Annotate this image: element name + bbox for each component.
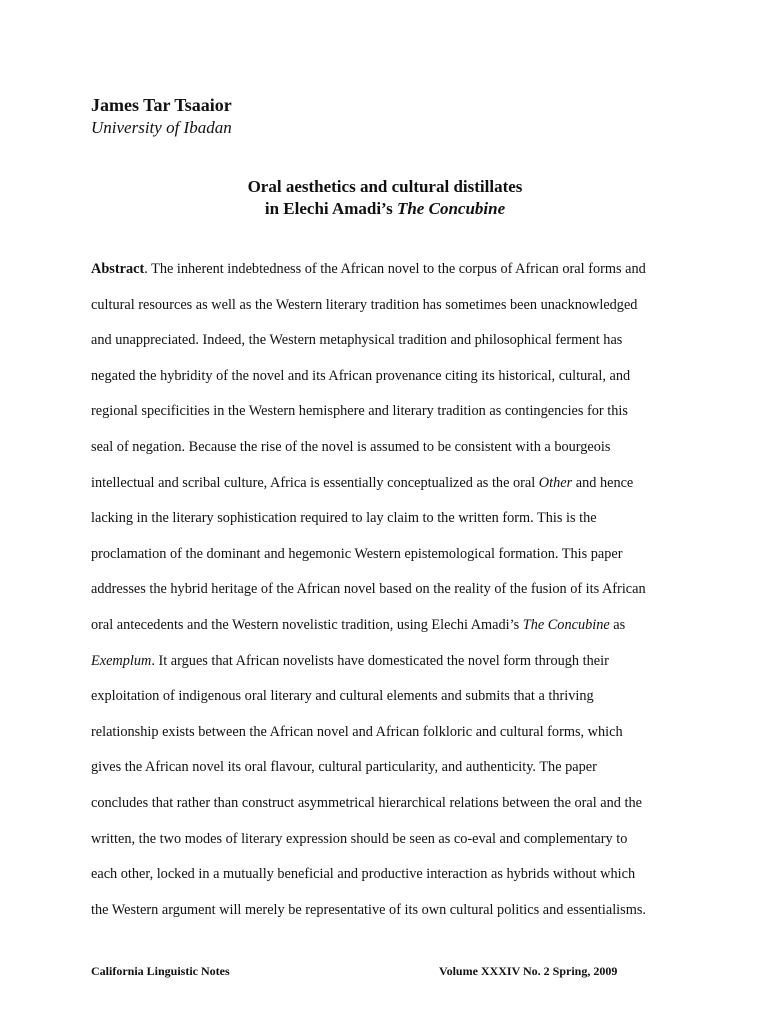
italic-term: Exemplum bbox=[91, 652, 152, 669]
abstract-line bbox=[91, 650, 691, 686]
title-line-2 bbox=[0, 198, 770, 220]
abstract-text: relationship exists between the African novel and African folkloric and cultural forms, which bbox=[91, 723, 623, 740]
abstract-text: each other, locked in a mutually beneficial and productive interaction as hybrids without which bbox=[91, 866, 636, 883]
abstract-text: intellectual and scribal culture, Africa is essentially conceptualized as the oral bbox=[91, 474, 539, 491]
abstract-text: addresses the hybrid heritage of the African novel based on the reality of the fusion of its African bbox=[91, 581, 646, 598]
abstract-line bbox=[91, 614, 691, 650]
abstract-line bbox=[91, 294, 691, 330]
abstract-line bbox=[91, 828, 691, 864]
abstract-text: . The inherent indebtedness of the African novel to the corpus of African oral forms and bbox=[144, 261, 646, 277]
abstract-line bbox=[91, 721, 691, 757]
author-block bbox=[91, 93, 232, 139]
issue-info: Volume XXXIV No. 2 Spring, 2009 bbox=[439, 964, 618, 978]
abstract-text: cultural resources as well as the Western literary tradition has sometimes been unacknowledged bbox=[91, 296, 638, 313]
abstract-text: gives the African novel its oral flavour, cultural particularity, and authenticity. The paper bbox=[91, 759, 597, 776]
abstract-text: . It argues that African novelists have domesticated the novel form through their bbox=[151, 652, 609, 669]
abstract-line bbox=[91, 472, 691, 508]
abstract-text: written, the two modes of literary expression should be seen as co-eval and complementary to bbox=[91, 830, 628, 847]
title-book-name: The Concubine bbox=[396, 199, 506, 218]
abstract-text: lacking in the literary sophistication required to lay claim to the written form. This is the bbox=[91, 510, 597, 527]
abstract-line bbox=[91, 756, 691, 792]
abstract-line bbox=[91, 258, 691, 294]
abstract-line bbox=[91, 507, 691, 543]
abstract-line bbox=[91, 578, 691, 614]
abstract-line bbox=[91, 436, 691, 472]
abstract-text: negated the hybridity of the novel and its African provenance citing its historical, cultural, and bbox=[91, 367, 631, 384]
abstract bbox=[91, 258, 691, 934]
italic-term: The Concubine bbox=[522, 616, 610, 633]
paper-title bbox=[0, 176, 770, 220]
abstract-line bbox=[91, 543, 691, 579]
abstract-line bbox=[91, 685, 691, 721]
abstract-line bbox=[91, 899, 691, 935]
abstract-text: regional specificities in the Western hemisphere and literary tradition as contingencies for this bbox=[91, 403, 628, 420]
abstract-text: oral antecedents and the Western novelistic tradition, using Elechi Amadi’s bbox=[91, 616, 523, 633]
author-name: James Tar Tsaaior bbox=[91, 95, 232, 115]
title-line-2-text: in Elechi Amadi’s bbox=[264, 199, 397, 218]
abstract-text: the Western argument will merely be representative of its own cultural politics and essentialisms. bbox=[91, 901, 646, 918]
abstract-text: proclamation of the dominant and hegemonic Western epistemological formation. This paper bbox=[91, 545, 623, 562]
italic-term: Other bbox=[538, 474, 573, 491]
abstract-text: concludes that rather than construct asymmetrical hierarchical relations between the oral and the bbox=[91, 794, 642, 811]
abstract-text: and hence bbox=[572, 474, 634, 491]
title-line-1: Oral aesthetics and cultural distillates bbox=[247, 177, 523, 196]
abstract-line bbox=[91, 365, 691, 401]
abstract-text: exploitation of indigenous oral literary and cultural elements and submits that a thriving bbox=[91, 688, 594, 705]
abstract-line bbox=[91, 400, 691, 436]
abstract-line bbox=[91, 863, 691, 899]
abstract-text: as bbox=[609, 616, 626, 633]
abstract-text: seal of negation. Because the rise of the novel is assumed to be consistent with a bourgeois bbox=[91, 438, 611, 455]
author-affiliation: University of Ibadan bbox=[91, 118, 232, 137]
journal-name: California Linguistic Notes bbox=[91, 964, 230, 978]
abstract-label: Abstract bbox=[91, 261, 145, 277]
abstract-line bbox=[91, 792, 691, 828]
abstract-line bbox=[91, 329, 691, 365]
abstract-text: and unappreciated. Indeed, the Western metaphysical tradition and philosophical ferment has bbox=[91, 332, 623, 349]
